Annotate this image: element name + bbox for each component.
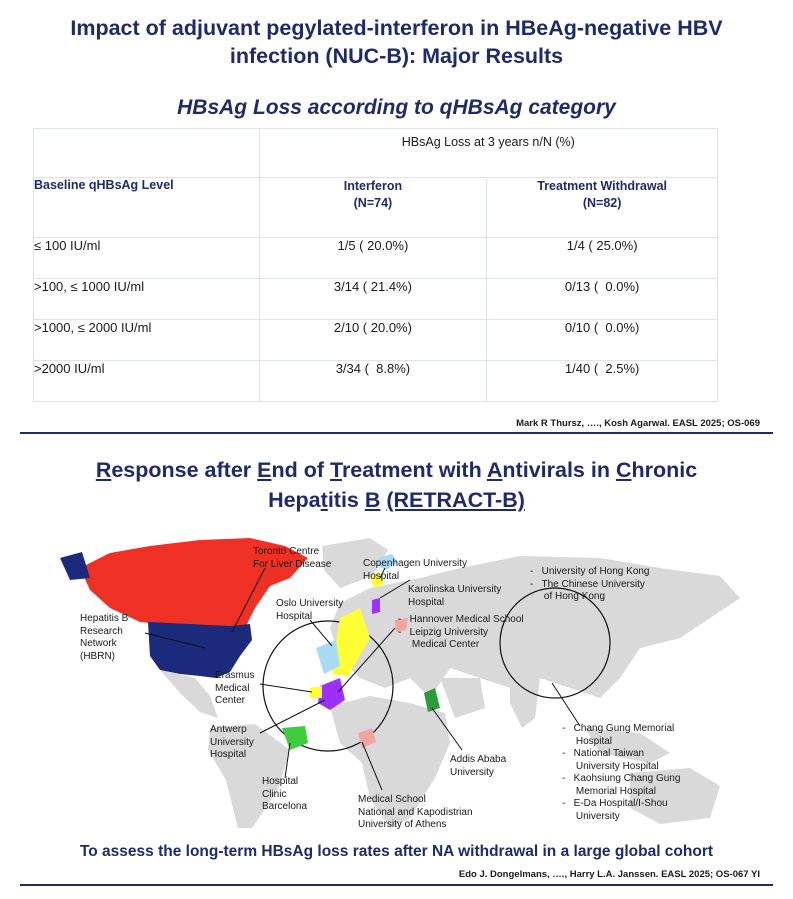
- label-barcelona: Hospital Clinic Barcelona: [262, 776, 308, 812]
- interferon-label: Interferon: [343, 179, 403, 193]
- bottom-divider: [20, 884, 773, 886]
- label-copenhagen: Copenhagen University Hospital: [363, 558, 467, 582]
- title-word: Hepa: [268, 488, 321, 512]
- nuc-b-citation: Mark R Thursz, …., Kosh Agarwal. EASL 2025; OS-069: [516, 418, 760, 429]
- label-toronto: Toronto Centre For Liver Disease: [253, 546, 332, 570]
- table-header-row: [34, 178, 718, 238]
- row-withdrawal: 0/10 ( 0.0%): [487, 320, 718, 361]
- title-initial: R: [95, 458, 112, 482]
- title-initial: E: [257, 458, 272, 482]
- group-header-cell: HBsAg Loss at 3 years n/N (%): [259, 129, 717, 178]
- label-addis-ababa: Addis Ababa University: [450, 754, 507, 778]
- title-word: itis: [327, 488, 365, 512]
- label-erasmus: Erasmus Medical Center: [215, 670, 255, 706]
- arabia-shape: [440, 678, 485, 718]
- title-word: nd of: [271, 458, 330, 482]
- row-withdrawal: 1/40 ( 2.5%): [487, 361, 718, 402]
- retract-b-objective: To assess the long-term HBsAg loss rates after NA withdrawal in a large global cohort: [79, 843, 714, 860]
- retract-b-title: [0, 455, 793, 515]
- retract-b-citation: Edo J. Dongelmans, …., Harry L.A. Janssen. EASL 2025; OS-067 YI: [458, 869, 760, 880]
- row-interferon: 3/14 ( 21.4%): [259, 279, 487, 320]
- empty-corner-cell: [34, 129, 260, 178]
- title-word: esponse after: [111, 458, 258, 482]
- hbsag-loss-table: [33, 128, 718, 402]
- germany-small-marker: [372, 598, 380, 614]
- world-map: [40, 528, 760, 836]
- row-level: >1000, ≤ 2000 IU/ml: [34, 320, 260, 361]
- row-withdrawal: 0/13 ( 0.0%): [487, 279, 718, 320]
- title-word: ntivirals in: [502, 458, 616, 482]
- retract-b-title-line1: [0, 455, 793, 485]
- nuc-b-title-line2: infection (NUC-B): Major Results: [229, 44, 564, 68]
- row-interferon: 1/5 ( 20.0%): [259, 238, 487, 279]
- label-athens: Medical School National and Kapodistrian University of Athens: [358, 794, 473, 830]
- nuc-b-subtitle: HBsAg Loss according to qHBsAg category: [177, 96, 616, 119]
- table-row: [34, 361, 718, 402]
- row-interferon: 2/10 ( 20.0%): [259, 320, 487, 361]
- mexico-shape: [160, 670, 218, 718]
- label-karolinska: Karolinska University Hospital: [408, 584, 502, 608]
- title-initial: t: [320, 488, 328, 512]
- col-header-interferon: [259, 178, 487, 238]
- label-hbrn: Hepatitis B Research Network (HBRN): [80, 613, 129, 662]
- section-divider: [20, 432, 773, 434]
- row-level: ≤ 100 IU/ml: [34, 238, 260, 279]
- interferon-n: (N=74): [353, 196, 393, 210]
- alaska-shape: [60, 552, 90, 580]
- title-word: reatment with: [341, 458, 487, 482]
- label-taiwan: - Chang Gung Memorial Hospital - National Taiwan University Hospital - Kaohsiung Chang Gung Memorial Hospital - E-Da Hospital/I-Shou University: [562, 723, 681, 822]
- title-initial: T: [329, 458, 342, 482]
- nuc-b-title: [0, 14, 793, 70]
- row-withdrawal: 1/4 ( 25.0%): [487, 238, 718, 279]
- title-initial: A: [486, 458, 503, 482]
- row-level: >2000 IU/ml: [34, 361, 260, 402]
- withdrawal-label: Treatment Withdrawal: [537, 179, 668, 193]
- label-oslo: Oslo University Hospital: [276, 598, 344, 622]
- col-header-level: Baseline qHBsAg Level: [34, 178, 260, 238]
- table-row: [34, 238, 718, 279]
- title-initial: B: [364, 488, 381, 512]
- title-initial: C: [615, 458, 632, 482]
- table-row: [34, 320, 718, 361]
- table-group-header-row: [34, 129, 718, 178]
- title-initial: (RETRACT-B): [386, 488, 525, 512]
- india-shape: [510, 678, 540, 728]
- row-level: >100, ≤ 1000 IU/ml: [34, 279, 260, 320]
- withdrawal-n: (N=82): [582, 196, 622, 210]
- label-antwerp: Antwerp University Hospital: [210, 724, 254, 760]
- label-hong-kong: - University of Hong Kong - The Chinese University of Hong Kong: [530, 566, 650, 602]
- row-interferon: 3/34 ( 8.8%): [259, 361, 487, 402]
- label-hannover-leipzig: - Hannover Medical School - Leipzig University Medical Center: [398, 614, 524, 650]
- title-word: hronic: [631, 458, 698, 482]
- nuc-b-title-line1: Impact of adjuvant pegylated-interferon in HBeAg-negative HBV: [70, 16, 723, 40]
- col-header-withdrawal: [487, 178, 718, 238]
- retract-b-title-line2: [0, 485, 793, 515]
- table-row: [34, 279, 718, 320]
